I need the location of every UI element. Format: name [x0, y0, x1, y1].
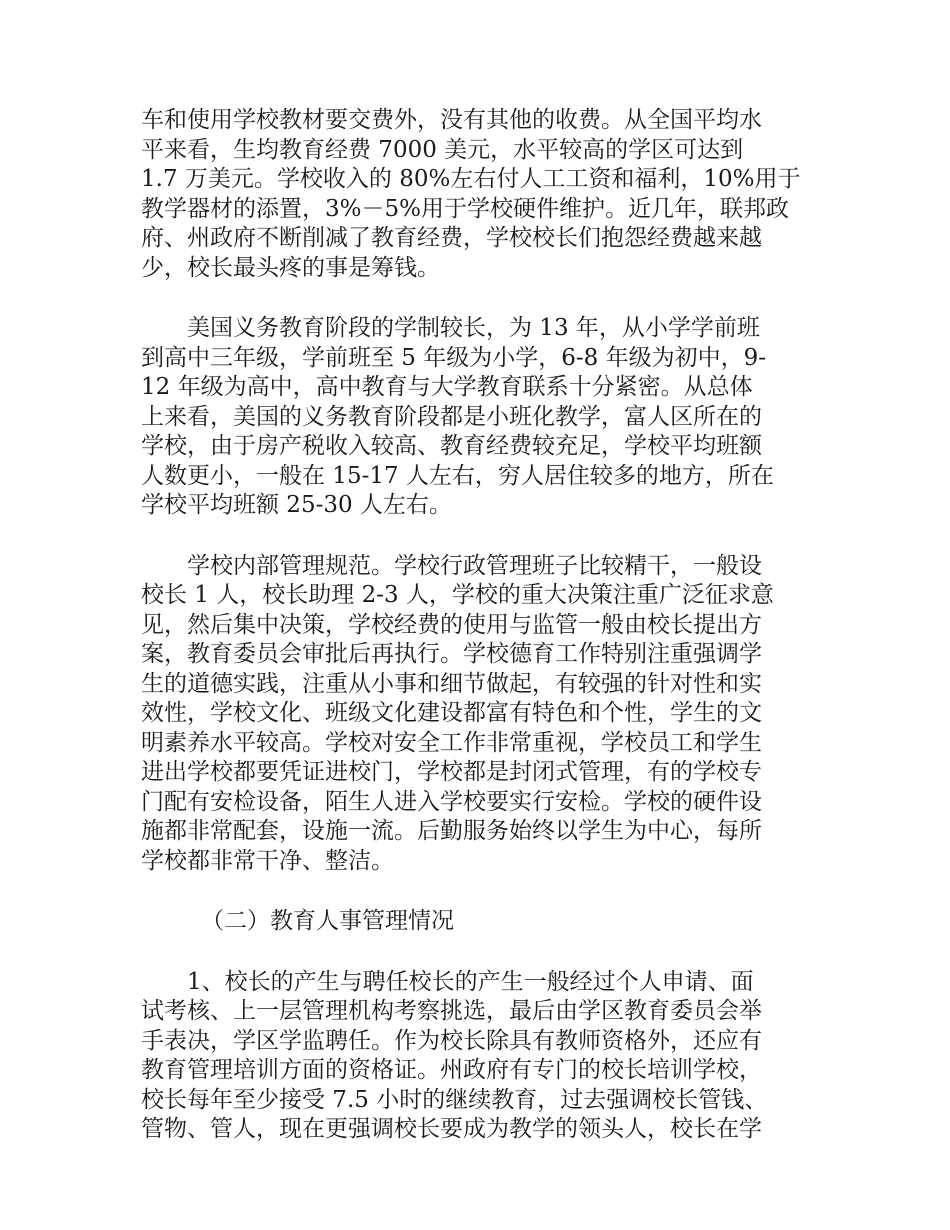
paragraph-principal-appointment — [141, 968, 811, 1145]
text-line: 1.7 万美元。学校收入的 80%左右付人工工资和福利，10%用于 — [141, 166, 801, 192]
text-line: 见，然后集中决策，学校经费的使用与监管一般由校长提出方 — [141, 611, 762, 638]
text-line: 平来看，生均教育经费 7000 美元，水平较高的学区可达到 — [141, 136, 744, 163]
text-line: 明素养水平较高。学校对安全工作非常重视，学校员工和学生 — [141, 729, 762, 756]
text-line: 美国义务教育阶段的学制较长，为 13 年，从小学学前班 — [187, 315, 760, 341]
text-line: 试考核、上一层管理机构考察挑选，最后由学区教育委员会举 — [141, 998, 762, 1024]
text-line: 案，教育委员会审批后再执行。学校德育工作特别注重强调学 — [141, 641, 762, 667]
text-line: 进出学校都要凭证进校门，学校都是封闭式管理，有的学校专 — [141, 759, 762, 785]
document-body — [141, 106, 811, 1176]
paragraph-school-system — [141, 314, 811, 521]
text-line: 少，校长最头疼的事是筹钱。 — [141, 254, 440, 281]
text-line: 生的道德实践，注重从小事和细节做起，有较强的针对性和实 — [141, 670, 762, 697]
section-heading-text: （二）教育人事管理情况 — [201, 908, 454, 934]
text-line: 车和使用学校教材要交费外，没有其他的收费。从全国平均水 — [141, 107, 762, 133]
text-line: 学校，由于房产税收入较高、教育经费较充足，学校平均班额 — [141, 433, 762, 459]
text-line: 校长 1 人，校长助理 2-3 人，学校的重大决策注重广泛征求意 — [141, 582, 774, 608]
paragraph-funding — [141, 106, 811, 283]
text-line: 学校内部管理规范。学校行政管理班子比较精干，一般设 — [187, 552, 762, 579]
text-line: 教学器材的添置，3%－5%用于学校硬件维护。近几年，联邦政 — [141, 195, 789, 222]
text-line: 府、州政府不断削减了教育经费，学校校长们抱怨经费越来越 — [141, 225, 762, 251]
section-heading — [141, 907, 811, 937]
text-line: 到高中三年级，学前班至 5 年级为小学，6-8 年级为初中，9- — [141, 344, 767, 371]
text-line: 校长每年至少接受 7.5 小时的继续教育，过去强调校长管钱、 — [141, 1086, 768, 1113]
text-line: 效性，学校文化、班级文化建设都富有特色和个性，学生的文 — [141, 700, 762, 726]
text-line: 学校都非常干净、整洁。 — [141, 847, 394, 874]
text-line: 教育管理培训方面的资格证。州政府有专门的校长培训学校， — [141, 1057, 762, 1083]
text-line: 人数更小，一般在 15-17 人左右，穷人居住较多的地方，所在 — [141, 462, 774, 489]
paragraph-internal-management — [141, 552, 811, 877]
text-line: 管物、管人，现在更强调校长要成为教学的领头人，校长在学 — [141, 1116, 762, 1142]
text-line: 施都非常配套，设施一流。后勤服务始终以学生为中心，每所 — [141, 818, 762, 844]
text-line: 学校平均班额 25-30 人左右。 — [141, 492, 452, 518]
text-line: 门配有安检设备，陌生人进入学校要实行安检。学校的硬件设 — [141, 788, 762, 815]
text-line: 12 年级为高中，高中教育与大学教育联系十分紧密。从总体 — [141, 374, 753, 400]
text-line: 手表决，学区学监聘任。作为校长除具有教师资格外，还应有 — [141, 1027, 762, 1054]
text-line: 1、校长的产生与聘任校长的产生一般经过个人申请、面 — [187, 968, 754, 995]
text-line: 上来看，美国的义务教育阶段都是小班化教学，富人区所在的 — [141, 403, 762, 430]
